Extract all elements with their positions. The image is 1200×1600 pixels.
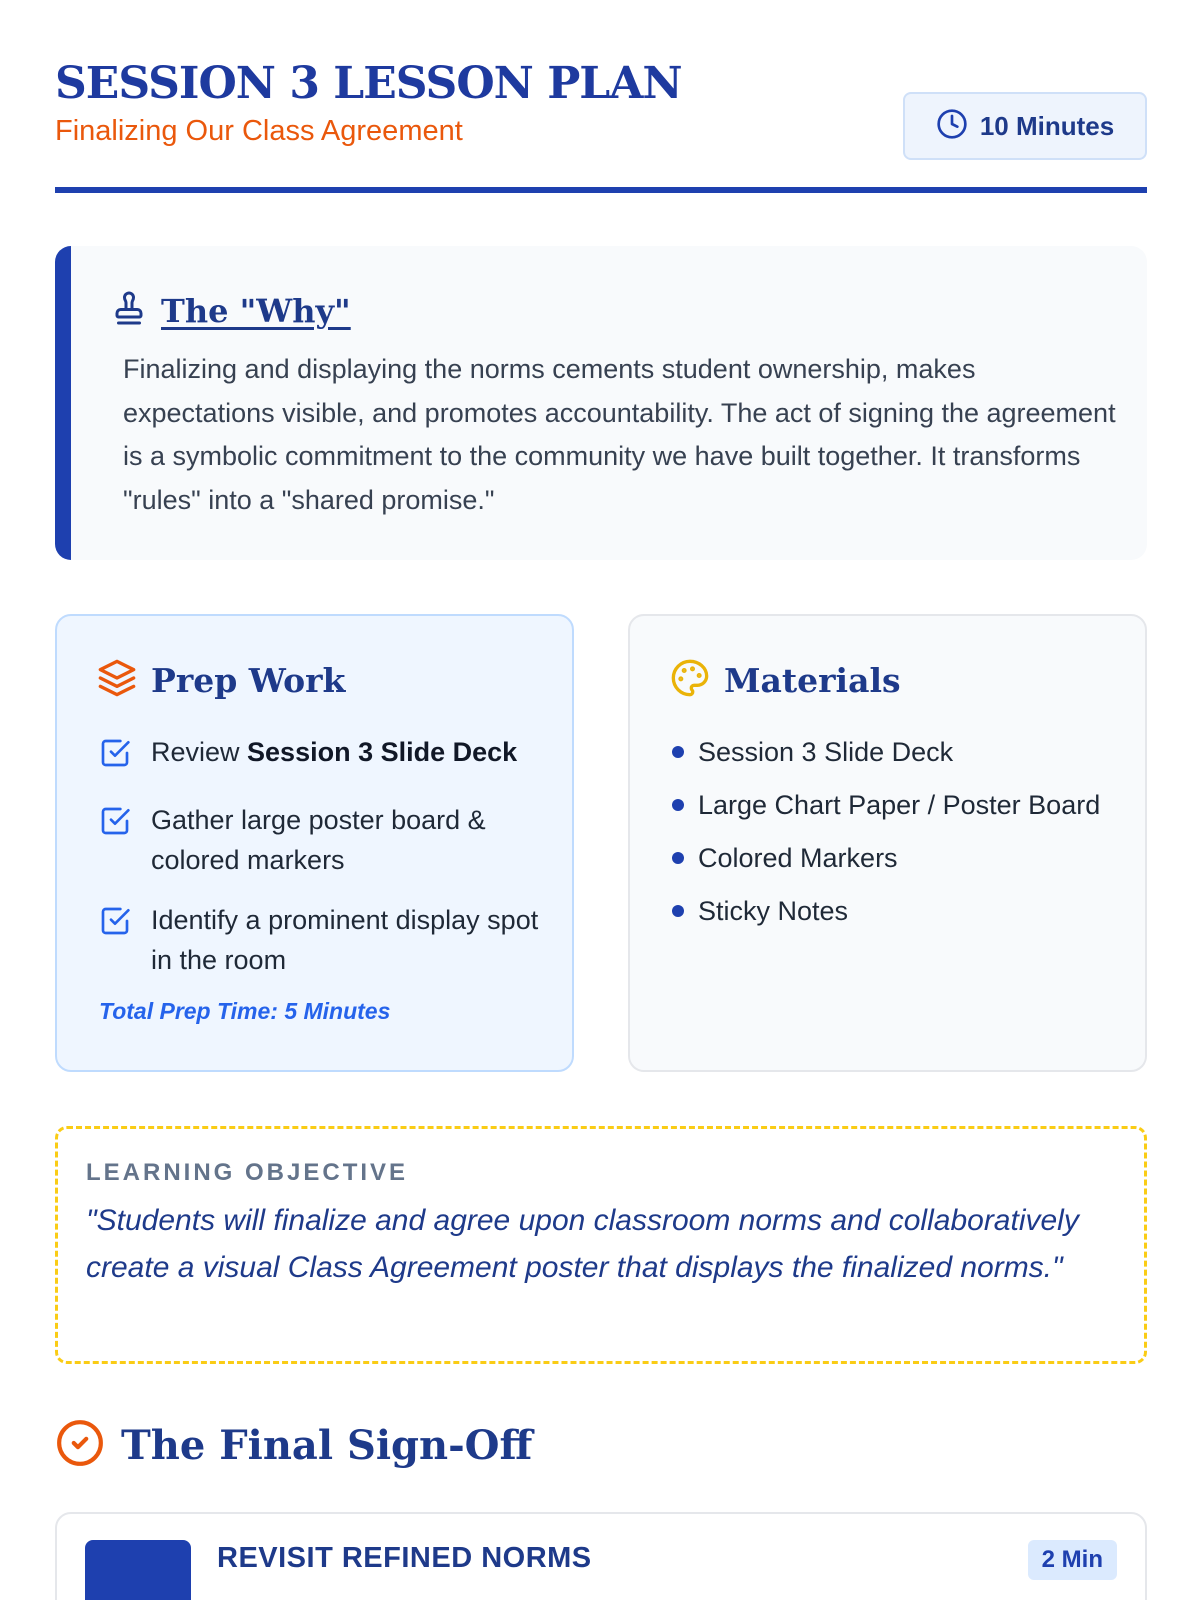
prep-work-card: [55, 614, 574, 1072]
header-divider: [55, 187, 1147, 193]
learning-objective-label: LEARNING OBJECTIVE: [86, 1159, 409, 1186]
bullet-icon: [672, 746, 684, 758]
clock-icon: [936, 108, 968, 145]
prep-total-time: Total Prep Time: 5 Minutes: [99, 998, 391, 1024]
prep-checklist: [99, 732, 539, 1000]
list-item-text: Identify a prominent display spot in the room: [151, 905, 539, 975]
signoff-title: The Final Sign-Off: [121, 1422, 533, 1469]
checkbox-checked-icon: [99, 905, 131, 948]
page-subtitle: Finalizing Our Class Agreement: [55, 115, 463, 147]
list-item-text: Sticky Notes: [698, 896, 849, 926]
why-title: The "Why": [161, 291, 351, 330]
bullet-icon: [672, 799, 684, 811]
prep-work-heading: [97, 658, 345, 703]
list-item-text: Colored Markers: [698, 843, 898, 873]
signoff-heading: [55, 1418, 532, 1473]
list-item: [672, 838, 1112, 878]
layers-icon: [97, 658, 137, 703]
materials-card: [628, 614, 1147, 1072]
checkbox-checked-icon: [99, 737, 131, 780]
palette-icon: [670, 658, 710, 703]
list-item-text: Session 3 Slide Deck: [698, 737, 954, 767]
list-item: [99, 900, 539, 980]
list-item: [99, 732, 539, 780]
duration-badge: [903, 92, 1147, 160]
bullet-icon: [672, 852, 684, 864]
why-heading: [111, 290, 351, 331]
materials-heading: [670, 658, 901, 703]
check-circle-icon: [55, 1418, 105, 1473]
bullet-icon: [672, 905, 684, 917]
page-header: [55, 58, 1147, 194]
list-item-text: Review Session 3 Slide Deck: [151, 737, 518, 767]
learning-objective-text: "Students will finalize and agree upon classroom norms and collaboratively create a visual Class Agreement poster that displays the finalized norms.": [86, 1204, 1079, 1284]
why-body: Finalizing and displaying the norms cements student ownership, makes expectations visible, and promotes accountability. The act of signing the agreement is a symbolic commitment to the community we have built together. It transforms "rules" into a "shared promise.": [123, 354, 1116, 515]
checkbox-checked-icon: [99, 805, 131, 848]
list-item-text: Large Chart Paper / Poster Board: [698, 790, 1101, 820]
list-item-text: Gather large poster board & colored markers: [151, 805, 486, 875]
prep-work-title: Prep Work: [151, 661, 346, 700]
list-item: [672, 891, 1112, 931]
step-card: [55, 1512, 1147, 1600]
learning-objective-box: [55, 1126, 1147, 1364]
list-item: [672, 785, 1112, 825]
duration-label: 10 Minutes: [979, 110, 1115, 141]
step-duration-badge: 2 Min: [1028, 1540, 1117, 1580]
list-item: [99, 800, 539, 880]
step-number-block: [85, 1540, 191, 1600]
step-title: REVISIT REFINED NORMS: [217, 1542, 592, 1574]
stamp-icon: [111, 290, 147, 331]
page-title: SESSION 3 LESSON PLAN: [55, 58, 682, 109]
materials-title: Materials: [724, 661, 901, 700]
materials-list: [672, 732, 1112, 944]
list-item: [672, 732, 1112, 772]
why-card: [55, 246, 1147, 560]
